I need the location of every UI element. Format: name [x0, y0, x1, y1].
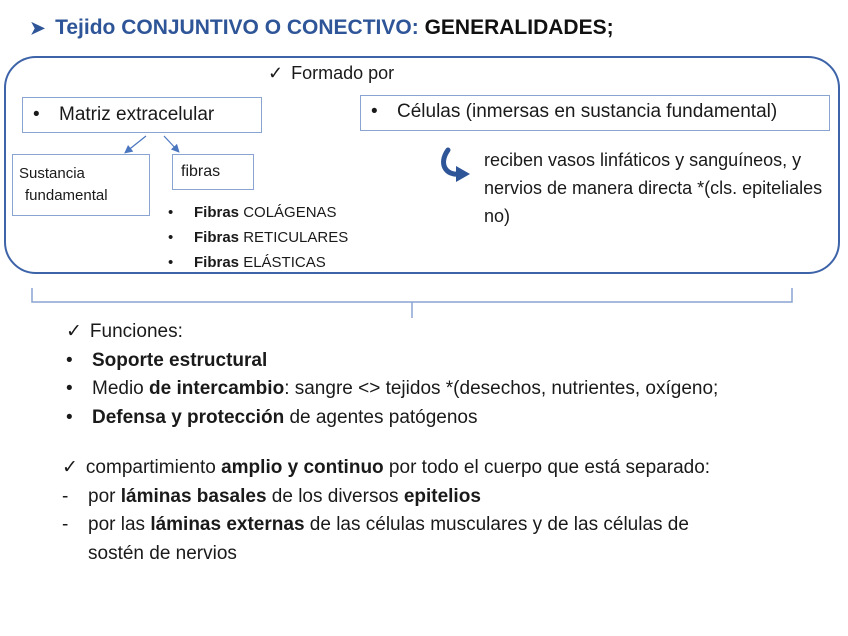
- compartimiento-section: [62, 454, 710, 568]
- list-item: • Fibras RETICULARES: [168, 229, 349, 246]
- list-item: • Fibras COLÁGENAS: [168, 204, 337, 221]
- check-icon: [62, 457, 86, 478]
- bracket-line: [30, 286, 800, 320]
- matriz-label: Matriz extracelular: [59, 104, 215, 125]
- funciones-heading: ✓ Funciones:: [66, 318, 718, 347]
- check-icon: [66, 321, 90, 342]
- list-item: • Soporte estructural: [66, 349, 268, 371]
- list-item: • Medio de intercambio: sangre <> tejidos *(desechos, nutrientes, oxígeno;: [66, 378, 719, 399]
- fibras-box: fibras: [172, 154, 254, 190]
- funciones-section: [66, 318, 718, 432]
- list-item: • Defensa y protección de agentes patógenos: [66, 406, 478, 428]
- fibras-list: [168, 200, 348, 275]
- check-icon: [268, 63, 291, 83]
- compartimiento-heading: ✓ compartimiento amplio y continuo por todo el cuerpo que está separado:: [62, 454, 710, 483]
- list-item: - por láminas basales de los diversos epitelios: [62, 485, 481, 507]
- title-black: GENERALIDADES;: [424, 16, 614, 39]
- list-item: - por las láminas externas de las células musculares y de las células de: [62, 514, 689, 535]
- page-title: [30, 16, 614, 40]
- formado-por: ✓ Formado por: [268, 63, 394, 84]
- curved-arrow-icon: [436, 144, 478, 184]
- arrow-bullet-icon: ➤: [30, 18, 46, 38]
- list-item-continuation: sostén de nervios: [88, 542, 237, 564]
- celulas-label: Células (inmersas en sustancia fundamental): [397, 101, 778, 122]
- celulas-box: • Células (inmersas en sustancia fundamental): [360, 95, 830, 131]
- list-item: • Fibras ELÁSTICAS: [168, 254, 326, 271]
- reciben-text: reciben vasos linfáticos y sanguíneos, y nervios de manera directa *(cls. epiteliales no): [484, 150, 823, 226]
- title-blue: Tejido CONJUNTIVO O CONECTIVO:: [55, 16, 419, 39]
- sustancia-box: Sustancia fundamental: [12, 154, 150, 216]
- matriz-box: • Matriz extracelular: [22, 97, 262, 133]
